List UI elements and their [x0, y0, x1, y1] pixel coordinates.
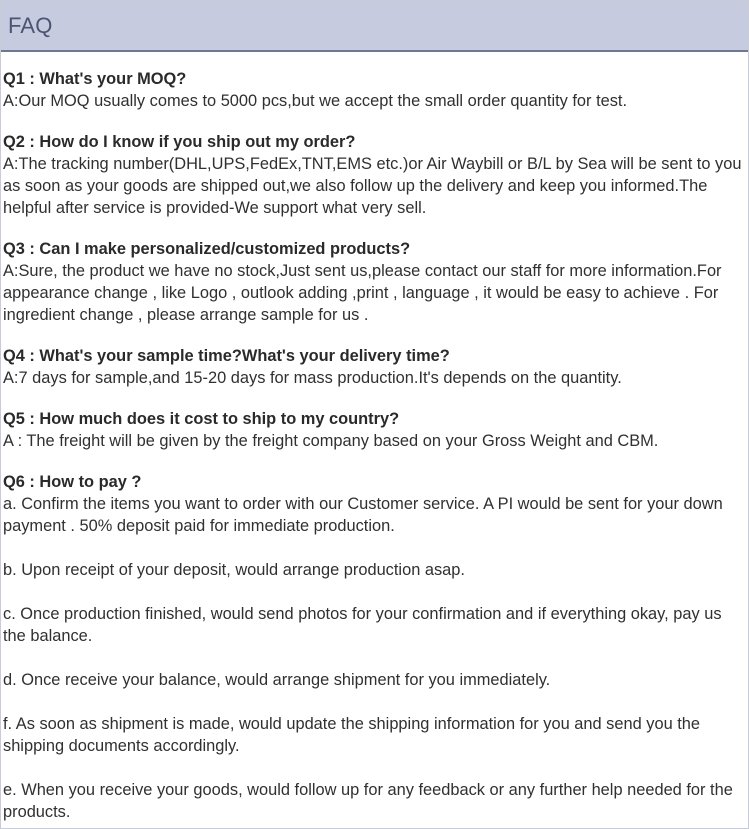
faq-item: [3, 345, 747, 389]
payment-step: a. Confirm the items you want to order with our Customer service. A PI would be sent for your down payment . 50% deposit paid for immediate production.: [3, 495, 723, 535]
faq-question: Q1 : What's your MOQ?: [3, 70, 187, 88]
faq-answer: A:The tracking number(DHL,UPS,FedEx,TNT,EMS etc.)or Air Waybill or B/L by Sea will be sent to you as soon as your goods are shipped out,we also follow up the delivery and keep you informed.The helpful after service is provided-We support what very sell.: [3, 155, 742, 217]
faq-question: Q6 : How to pay ?: [3, 473, 142, 491]
faq-header: [1, 1, 748, 52]
faq-item: [3, 68, 747, 112]
payment-steps: [3, 493, 747, 823]
faq-content: [3, 68, 747, 823]
faq-item-payment: [3, 471, 747, 823]
faq-answer: A:Our MOQ usually comes to 5000 pcs,but we accept the small order quantity for test.: [3, 92, 628, 110]
faq-item: [3, 408, 747, 452]
faq-answer: A : The freight will be given by the freight company based on your Gross Weight and CBM.: [3, 432, 659, 450]
faq-item: [3, 238, 747, 326]
faq-item: [3, 131, 747, 219]
faq-question: Q5 : How much does it cost to ship to my country?: [3, 410, 400, 428]
payment-step: c. Once production finished, would send photos for your confirmation and if everything okay, pay us the balance.: [3, 605, 722, 645]
payment-step: f. As soon as shipment is made, would update the shipping information for you and send you the shipping documents accordingly.: [3, 715, 701, 755]
faq-question: Q3 : Can I make personalized/customized products?: [3, 240, 411, 258]
faq-answer: A:Sure, the product we have no stock,Just sent us,please contact our staff for more information.For appearance change , like Logo , outlook adding ,print , language , it would be easy to achieve . For ingredient change , please arrange sample for us .: [3, 262, 722, 324]
payment-step: d. Once receive your balance, would arrange shipment for you immediately.: [3, 671, 551, 689]
payment-step: e. When you receive your goods, would follow up for any feedback or any further help needed for the products.: [3, 781, 733, 821]
payment-step: b. Upon receipt of your deposit, would arrange production asap.: [3, 561, 465, 579]
faq-question: Q4 : What's your sample time?What's your delivery time?: [3, 347, 450, 365]
page-title: FAQ: [8, 13, 53, 38]
faq-answer: A:7 days for sample,and 15-20 days for mass production.It's depends on the quantity.: [3, 369, 622, 387]
faq-question: Q2 : How do I know if you ship out my order?: [3, 133, 356, 151]
